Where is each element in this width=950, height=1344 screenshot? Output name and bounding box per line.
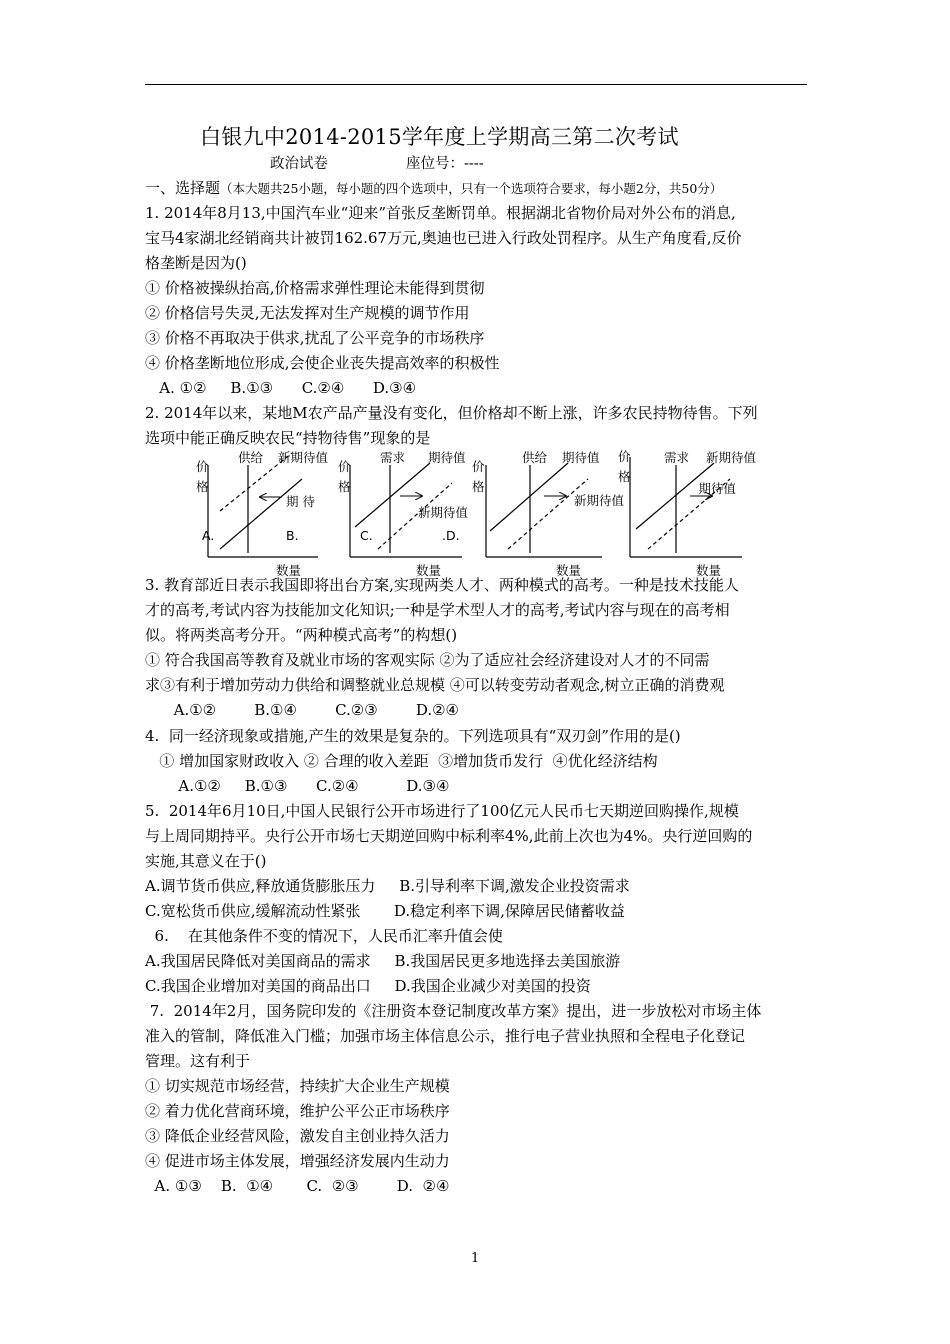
text-line: 准入的管制，降低准入门槛；加强市场主体信息公示，推行电子营业执照和全程电子化登记 xyxy=(145,1027,746,1045)
graph-c-price-char2: 格 xyxy=(472,479,485,494)
page-number: 1 xyxy=(471,1251,480,1266)
graph-b xyxy=(338,450,469,578)
seat-label: 座位号：---- xyxy=(406,156,484,172)
text-line: 1. 2014年8月13,中国汽车业“迎来”首张反垄断罚单。根据湖北省物价局对外公布的消息, xyxy=(145,204,736,222)
text-line: 6. 在其他条件不变的情况下，人民币汇率升值会使 xyxy=(145,927,503,945)
graph-a-letter: A. xyxy=(202,528,215,543)
q2-graphs xyxy=(190,445,757,581)
text-line: ① 价格被操纵抬高,价格需求弹性理论未能得到贯彻 xyxy=(145,279,485,297)
text-line: 与上周同期持平。央行公开市场七天期逆回购中标利率4%,此前上次也为4%。央行逆回购的 xyxy=(145,827,753,845)
graph-b-price-char2: 格 xyxy=(338,479,351,494)
section-title: 一、选择题 xyxy=(145,179,221,197)
text-line: ③ 价格不再取决于供求,扰乱了公平竞争的市场秩序 xyxy=(145,329,485,347)
text-line: 管理。这有利于 xyxy=(145,1052,251,1070)
text-line: ① 增加国家财政收入 ② 合理的收入差距 ③增加货币发行 ④优化经济结构 xyxy=(145,752,658,770)
graph-b-demand: 需求 xyxy=(380,450,406,465)
graph-d-price-char2: 格 xyxy=(618,469,631,484)
graph-a-new-exp: 新期待值 xyxy=(278,450,329,465)
graph-b-exp: 期待值 xyxy=(428,450,466,465)
section-note: （本大题共25小题，每小题的四个选项中，只有一个选项符合要求，每小题2分，共50分） xyxy=(220,181,723,196)
graph-c-exp: 期待值 xyxy=(562,450,600,465)
text-line: 宝马4家湖北经销商共计被罚162.67万元,奥迪也已进入行政处罚程序。从生产角度看,反价 xyxy=(145,229,742,247)
graph-a-quantity: 数量 xyxy=(276,563,302,578)
graph-b-quantity: 数量 xyxy=(416,563,442,578)
graph-d-quantity: 数量 xyxy=(696,563,722,578)
graph-a xyxy=(196,450,329,578)
exam-title: 白银九中2014-2015学年度上学期高三第二次考试 xyxy=(200,125,679,149)
header-rule xyxy=(145,84,807,85)
graph-a-supply: 供给 xyxy=(238,450,264,465)
text-line: A.调节货币供应,释放通货膨胀压力 B.引导利率下调,激发企业投资需求 xyxy=(145,877,630,895)
text-line: A.我国居民降低对美国商品的需求 B.我国居民更多地选择去美国旅游 xyxy=(145,952,621,970)
subject-label: 政治试卷 xyxy=(270,156,328,172)
text-line: A. ①② B.①③ C.②④ D.③④ xyxy=(145,379,417,397)
graph-a-exp: 期 待 xyxy=(286,494,315,509)
text-line: 格垄断是因为() xyxy=(145,254,247,272)
text-line: A.①② B.①④ C.②③ D.②④ xyxy=(145,701,459,719)
text-line: ① 符合我国高等教育及就业市场的客观实际 ②为了适应社会经济建设对人才的不同需 xyxy=(145,651,710,669)
graph-c xyxy=(472,450,625,578)
graph-b-letter: C. xyxy=(360,528,373,543)
graph-b-letter2: .D. xyxy=(442,528,460,543)
text-line: C.宽松货币供应,缓解流动性紧张 D.稳定利率下调,保障居民储蓄收益 xyxy=(145,902,625,920)
graph-d-new-exp: 新期待值 xyxy=(706,450,757,465)
graph-b-new-exp: 新期待值 xyxy=(418,505,469,520)
graph-c-price-char1: 价 xyxy=(472,459,485,474)
graph-d-exp: 期待值 xyxy=(698,481,736,496)
text-line: 似。将两类高考分开。“两种模式高考”的构想() xyxy=(145,626,458,644)
text-line: 7. 2014年2月，国务院印发的《注册资本登记制度改革方案》提出，进一步放松对市场主体 xyxy=(145,1002,762,1020)
graph-c-new-exp: 新期待值 xyxy=(574,493,625,508)
graph-b-price-char1: 价 xyxy=(338,459,351,474)
graph-d xyxy=(618,449,757,578)
text-line: 4. 同一经济现象或措施,产生的效果是复杂的。下列选项具有“双刃剑”作用的是() xyxy=(145,727,681,745)
text-line: 3. 教育部近日表示我国即将出台方案,实现两类人才、两种模式的高考。一种是技术技能人 xyxy=(145,576,739,594)
text-line: 5. 2014年6月10日,中国人民银行公开市场进行了100亿元人民币七天期逆回购操作,规模 xyxy=(145,802,739,820)
text-line: A.①② B.①③ C.②④ D.③④ xyxy=(145,777,450,795)
text-line: ③ 降低企业经营风险，激发自主创业持久活力 xyxy=(145,1127,450,1145)
graph-d-price-char1: 价 xyxy=(618,449,631,464)
text-line: ④ 价格垄断地位形成,会使企业丧失提高效率的积极性 xyxy=(145,354,500,372)
section-heading xyxy=(145,178,722,199)
text-line: 选项中能正确反映农民“持物待售”现象的是 xyxy=(145,429,431,447)
text-line: A. ①③ B. ①④ C. ②③ D. ②④ xyxy=(145,1177,450,1195)
graph-a-letter2: B. xyxy=(286,528,299,543)
text-line: ④ 促进市场主体发展，增强经济发展内生动力 xyxy=(145,1152,450,1170)
text-line: ① 切实规范市场经营，持续扩大企业生产规模 xyxy=(145,1077,450,1095)
text-line: 2. 2014年以来，某地M农产品产量没有变化，但价格却不断上涨，许多农民持物待售。下列 xyxy=(145,404,758,422)
text-line: 求③有利于增加劳动力供给和调整就业总规模 ④可以转变劳动者观念,树立正确的消费观 xyxy=(145,676,725,694)
text-line: C.我国企业增加对美国的商品出口 D.我国企业减少对美国的投资 xyxy=(145,977,591,995)
text-line: ② 着力优化营商环境，维护公平公正市场秩序 xyxy=(145,1102,450,1120)
graph-a-price-char1: 价 xyxy=(196,459,209,474)
text-line: 实施,其意义在于() xyxy=(145,852,267,870)
graph-c-supply: 供给 xyxy=(522,450,548,465)
text-line: ② 价格信号失灵,无法发挥对生产规模的调节作用 xyxy=(145,304,470,322)
graph-a-price-char2: 格 xyxy=(196,479,209,494)
graph-c-quantity: 数量 xyxy=(556,563,582,578)
exam-subtitle xyxy=(270,152,562,173)
graph-d-demand: 需求 xyxy=(664,450,690,465)
text-line: 才的高考,考试内容为技能加文化知识;一种是学术型人才的高考,考试内容与现在的高考相 xyxy=(145,601,730,619)
